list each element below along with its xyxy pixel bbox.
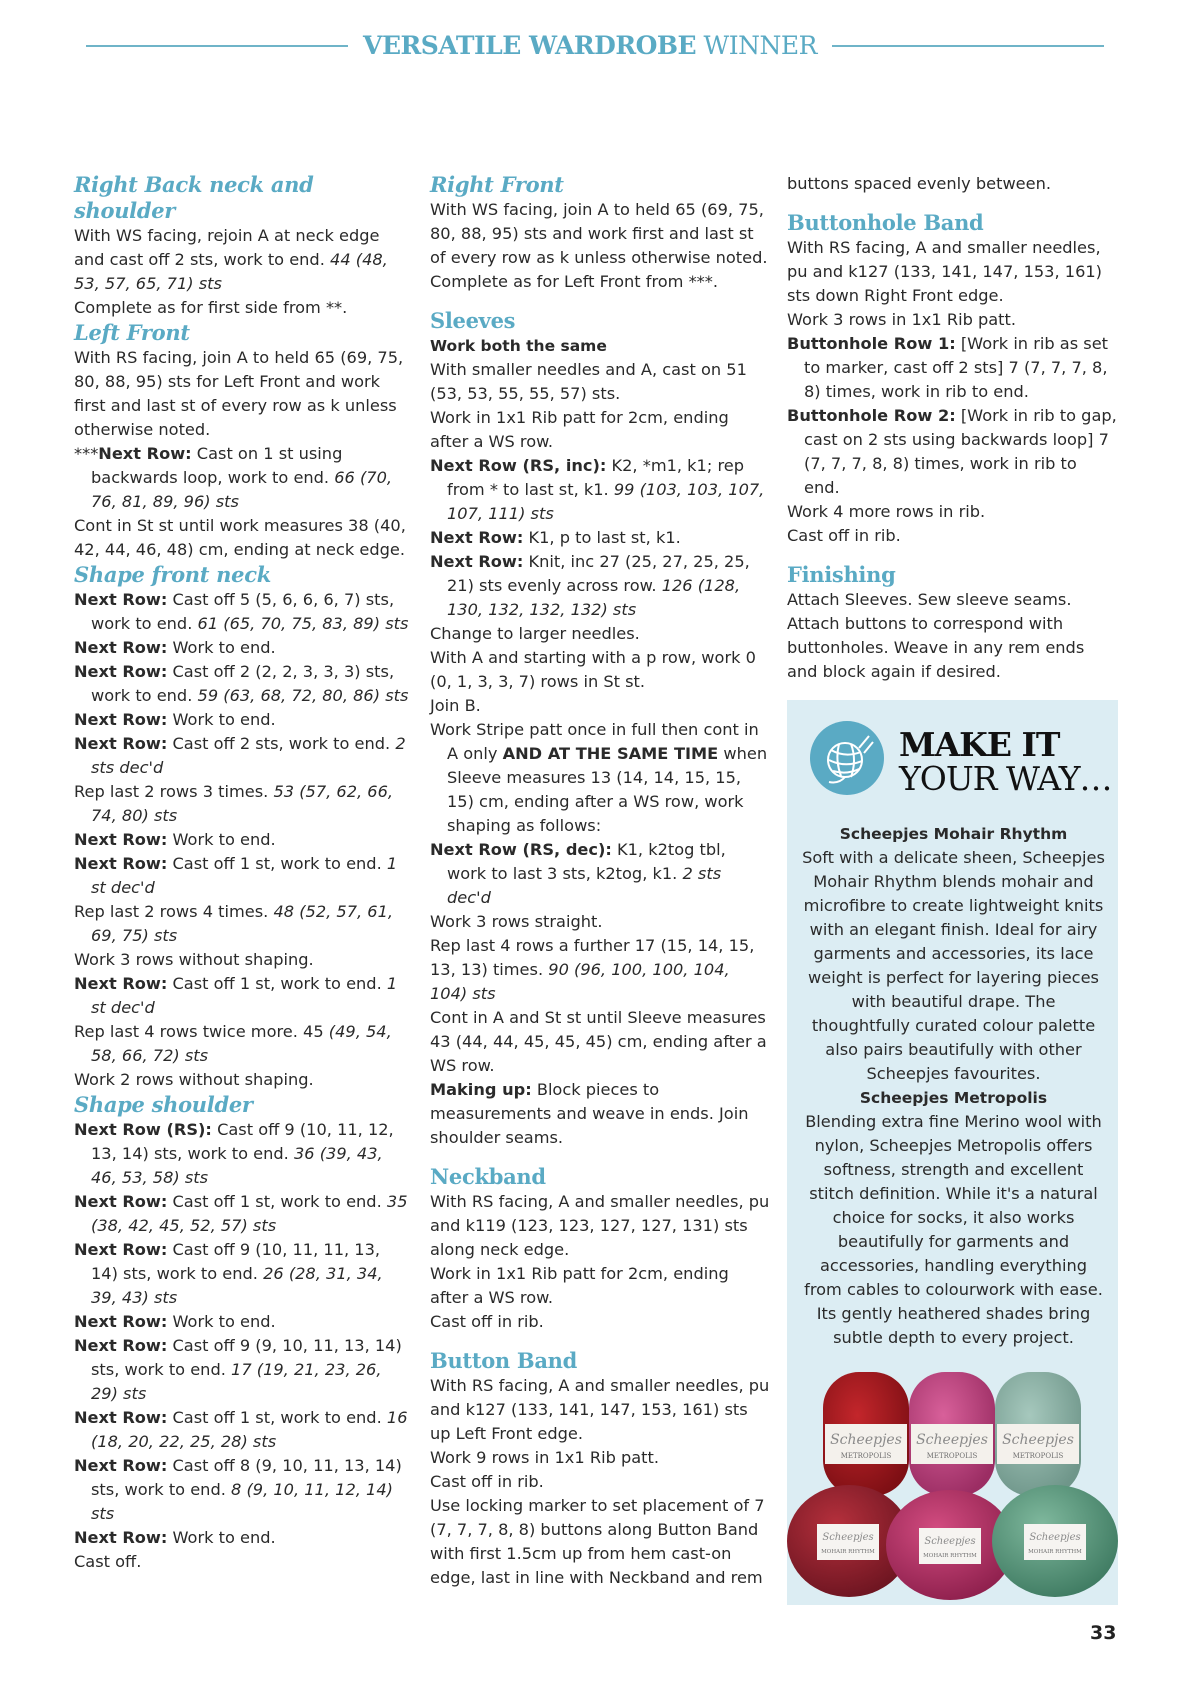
paragraph: With RS facing, A and smaller needles, pu and k127 (133, 141, 147, 153, 161) sts down Right Front edge. xyxy=(787,238,1102,305)
column-1 xyxy=(74,172,412,1574)
instruction-row: Next Row: Work to end. xyxy=(74,830,276,849)
header-rule-right xyxy=(832,45,1104,47)
section-heading: Neckband xyxy=(430,1164,546,1189)
section-heading: Finishing xyxy=(787,562,896,587)
instruction-row: Next Row: K1, p to last st, k1. xyxy=(430,528,681,547)
paragraph: Rep last 4 rows a further 17 (15, 14, 15, 13, 13) times. 90 (96, 100, 100, 104, 104) sts xyxy=(430,936,755,1003)
instruction-row: Rep last 4 rows twice more. 45 (49, 54, 58, 66, 72) sts xyxy=(74,1022,392,1065)
section-heading: Right Front xyxy=(430,172,564,197)
instruction-row: Work Stripe patt once in full then cont in A only AND AT THE SAME TIME when Sleeve measures 13 (14, 14, 15, 15, 15) cm, ending after a WS row, work shaping as follows: xyxy=(430,720,768,835)
column-2 xyxy=(430,172,770,1590)
instruction-row: ***Next Row: Cast on 1 st using backwards loop, work to end. 66 (70, 76, 81, 89, 96) sts xyxy=(74,444,393,511)
instruction-row: Rep last 2 rows 3 times. 53 (57, 62, 66, 74, 80) sts xyxy=(74,782,394,825)
section-heading: Left Front xyxy=(74,320,190,345)
instruction-row: Work 2 rows without shaping. xyxy=(74,1070,314,1089)
instruction-row: Buttonhole Row 2: [Work in rib to gap, cast on 2 sts using backwards loop] 7 (7, 7, 7, 8, 8) times, work in rib to end. xyxy=(787,406,1117,497)
yarn-name: Scheepjes Metropolis xyxy=(859,1089,1048,1107)
paragraph: Making up: Block pieces to measurements and weave in ends. Join shoulder seams. xyxy=(430,1080,749,1147)
paragraph: Cast off in rib. xyxy=(787,526,901,545)
instruction-row: Cast off. xyxy=(74,1552,142,1571)
label-brand: Scheepjes xyxy=(1029,1532,1081,1543)
instruction-row: Next Row: Cast off 1 st, work to end. 1 st dec'd xyxy=(74,974,398,1017)
yarn-description: Blending extra fine Merino wool with nylon, Scheepjes Metropolis offers softness, strength and excellent stitch definition. While it's a natural choice for socks, it also works beautifully for garments and accessories, handling everything from cables to colourwork with ease. Its gently heathered shades bring subtle depth to every project. xyxy=(804,1112,1103,1347)
instruction-row: Next Row: Cast off 1 st, work to end. 35 (38, 42, 45, 52, 57) sts xyxy=(74,1192,408,1235)
instruction-row: Next Row: Work to end. xyxy=(74,710,276,729)
paragraph: With A and starting with a p row, work 0 (0, 1, 3, 3, 7) rows in St st. xyxy=(430,648,756,691)
label-product: MOHAIR RHYTHM xyxy=(923,1553,977,1559)
instruction-row: Next Row: Cast off 9 (9, 10, 11, 13, 14) sts, work to end. 17 (19, 21, 23, 26, 29) sts xyxy=(74,1336,402,1403)
paragraph: Join B. xyxy=(430,696,481,715)
section-heading: Shape shoulder xyxy=(74,1092,253,1117)
instruction-row: Next Row: Cast off 9 (10, 11, 11, 13, 14) sts, work to end. 26 (28, 31, 34, 39, 43) sts xyxy=(74,1240,383,1307)
header-title: VERSATILE WARDROBE WINNER xyxy=(363,31,817,60)
box-title: MAKE IT YOUR WAY… xyxy=(899,725,1112,798)
instruction-row: Next Row (RS): Cast off 9 (10, 11, 12, 13, 14) sts, work to end. 36 (39, 43, 46, 53, 58) sts xyxy=(74,1120,394,1187)
instruction-row: Work 3 rows without shaping. xyxy=(74,950,314,969)
section-heading: Buttonhole Band xyxy=(787,210,984,235)
paragraph: Attach Sleeves. Sew sleeve seams. Attach buttons to correspond with buttonholes. Weave in any rem ends and block again if desired. xyxy=(787,590,1085,681)
paragraph: Work in 1x1 Rib patt for 2cm, ending after a WS row. xyxy=(430,1264,729,1307)
label-brand: Scheepjes xyxy=(822,1532,874,1543)
instruction-row: Buttonhole Row 1: [Work in rib as set to marker, cast off 2 sts] 7 (7, 7, 7, 8, 8) times, work in rib to end. xyxy=(787,334,1109,401)
make-it-your-way-box xyxy=(787,700,1118,1605)
instruction-row: Next Row: Cast off 2 sts, work to end. 2 sts dec'd xyxy=(74,734,406,777)
instruction-row: Next Row: Cast off 1 st, work to end. 1 st dec'd xyxy=(74,854,398,897)
instruction-row: Next Row: Work to end. xyxy=(74,638,276,657)
paragraph: Cont in A and St st until Sleeve measures 43 (44, 44, 45, 45, 45) cm, ending after a WS row. xyxy=(430,1008,767,1075)
subheading: Work both the same xyxy=(430,337,607,355)
instruction-row: Next Row: Cast off 1 st, work to end. 16 (18, 20, 22, 25, 28) sts xyxy=(74,1408,408,1451)
paragraph: Cast off in rib. xyxy=(430,1312,544,1331)
paragraph: Work 4 more rows in rib. xyxy=(787,502,986,521)
header-rule-left xyxy=(86,45,348,47)
section-heading: Right Back neck and shoulder xyxy=(74,172,314,223)
paragraph: Work 9 rows in 1x1 Rib patt. xyxy=(430,1448,660,1467)
yarn-ball-icon xyxy=(809,720,885,796)
paragraph: With WS facing, rejoin A at neck edge and cast off 2 sts, work to end. 44 (48, 53, 57, 65, 71) sts xyxy=(74,226,388,293)
running-header xyxy=(0,28,1190,64)
paragraph: Work in 1x1 Rib patt for 2cm, ending after a WS row. xyxy=(430,408,729,451)
paragraph: With RS facing, A and smaller needles, pu and k119 (123, 123, 127, 127, 131) sts along neck edge. xyxy=(430,1192,770,1259)
label-product: METROPOLIS xyxy=(926,1452,978,1460)
instruction-row: Next Row: Work to end. xyxy=(74,1528,276,1547)
paragraph: Change to larger needles. xyxy=(430,624,640,643)
instruction-row: Next Row: Knit, inc 27 (25, 27, 25, 25, 21) sts evenly across row. 126 (128, 130, 132, 132, 132) sts xyxy=(430,552,750,619)
paragraph: Cast off in rib. xyxy=(430,1472,544,1491)
instruction-row: Next Row (RS, inc): K2, *m1, k1; rep from * to last st, k1. 99 (103, 103, 107, 107, 111) sts xyxy=(430,456,765,523)
paragraph: Work 3 rows straight. xyxy=(430,912,603,931)
instruction-row: Rep last 2 rows 4 times. 48 (52, 57, 61, 69, 75) sts xyxy=(74,902,394,945)
instruction-row: Next Row (RS, dec): K1, k2tog tbl, work to last 3 sts, k2tog, k1. 2 sts dec'd xyxy=(430,840,726,907)
section-heading: Sleeves xyxy=(430,308,516,333)
paragraph: Use locking marker to set placement of 7 (7, 7, 7, 8, 8) buttons along Button Band with first 1.5cm up from hem cast-on edge, last in line with Neckband and rem xyxy=(430,1496,765,1587)
label-brand: Scheepjes xyxy=(830,1432,902,1448)
yarn-product-photo xyxy=(787,1358,1118,1605)
paragraph: With WS facing, join A to held 65 (69, 75, 80, 88, 95) sts and work first and last st of every row as k unless otherwise noted. xyxy=(430,200,768,267)
column-3 xyxy=(787,172,1117,684)
paragraph: With RS facing, join A to held 65 (69, 75, 80, 88, 95) sts for Left Front and work first and last st of every row as k unless otherwise noted. xyxy=(74,348,404,439)
paragraph: Cont in St st until work measures 38 (40, 42, 44, 46, 48) cm, ending at neck edge. xyxy=(74,516,406,559)
label-product: MOHAIR RHYTHM xyxy=(821,1549,875,1555)
box-body xyxy=(801,822,1106,1350)
label-brand: Scheepjes xyxy=(1002,1432,1074,1448)
label-product: MOHAIR RHYTHM xyxy=(1028,1549,1082,1555)
section-heading: Shape front neck xyxy=(74,562,271,587)
instruction-row: Next Row: Cast off 5 (5, 6, 6, 6, 7) sts, work to end. 61 (65, 70, 75, 83, 89) sts xyxy=(74,590,409,633)
label-product: METROPOLIS xyxy=(1012,1452,1064,1460)
instruction-row: Next Row: Cast off 8 (9, 10, 11, 13, 14) sts, work to end. 8 (9, 10, 11, 12, 14) sts xyxy=(74,1456,402,1523)
paragraph: Complete as for first side from **. xyxy=(74,298,348,317)
paragraph: buttons spaced evenly between. xyxy=(787,174,1052,193)
label-brand: Scheepjes xyxy=(924,1536,976,1547)
page-number: 33 xyxy=(1090,1622,1117,1644)
paragraph: With smaller needles and A, cast on 51 (53, 53, 55, 55, 57) sts. xyxy=(430,360,747,403)
instruction-row: Next Row: Cast off 2 (2, 2, 3, 3, 3) sts, work to end. 59 (63, 68, 72, 80, 86) sts xyxy=(74,662,409,705)
label-product: METROPOLIS xyxy=(840,1452,892,1460)
section-heading: Button Band xyxy=(430,1348,578,1373)
paragraph: Work 3 rows in 1x1 Rib patt. xyxy=(787,310,1017,329)
yarn-name: Scheepjes Mohair Rhythm xyxy=(839,825,1068,843)
paragraph: With RS facing, A and smaller needles, pu and k127 (133, 141, 147, 153, 161) sts up Left Front edge. xyxy=(430,1376,770,1443)
yarn-description: Soft with a delicate sheen, Scheepjes Mohair Rhythm blends mohair and microfibre to create lightweight knits with an elegant finish. Ideal for airy garments and accessories, its lace weight is perfect for layering pieces with beautiful drape. The thoughtfully curated colour palette also pairs beautifully with other Scheepjes favourites. xyxy=(802,848,1105,1083)
instruction-row: Next Row: Work to end. xyxy=(74,1312,276,1331)
label-brand: Scheepjes xyxy=(916,1432,988,1448)
paragraph: Complete as for Left Front from ***. xyxy=(430,272,718,291)
